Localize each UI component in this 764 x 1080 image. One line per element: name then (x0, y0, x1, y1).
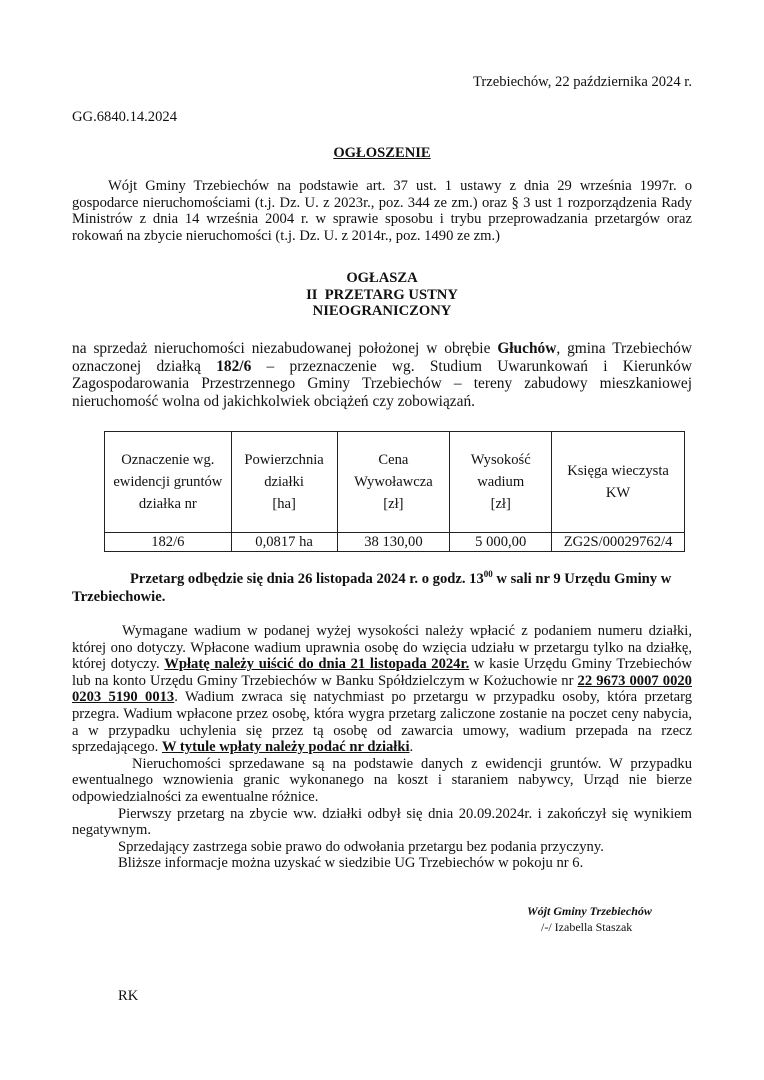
cell-plot: 182/6 (105, 533, 232, 552)
header-land-register: Księga wieczysta KW (552, 432, 685, 533)
table-row (105, 533, 685, 552)
note-more-info: Bliższe informacje można uzyskać w siedzibie UG Trzebiechów w pokoju nr 6. (118, 855, 584, 872)
announces-line-3: NIEOGRANICZONY (312, 303, 452, 320)
bank-account: 22 9673 0007 0020 0203 5190 0013 (72, 672, 692, 706)
deposit-text-2: w kasie Urzędu Gminy Trzebiechów lub na konto Urzędu Gminy Trzebiechów w Banku Spółdzielczym w Kożuchowie nr (72, 656, 692, 689)
deposit-paragraph (72, 623, 692, 756)
sale-plot: 182/6 (216, 357, 252, 375)
signature-title: Wójt Gminy Trzebiechów (527, 904, 652, 918)
intro-paragraph (72, 178, 692, 244)
announces-line-2: II PRZETARG USTNY (306, 286, 458, 303)
payment-title-note: W tytule wpłaty należy podać nr działki (161, 739, 410, 756)
auction-minutes: 00 (483, 569, 493, 580)
sale-text-2: , gmina Trzebiechów oznaczonej działką (72, 340, 692, 375)
deposit-text-4: . (409, 739, 414, 756)
cell-area: 0,0817 ha (231, 533, 337, 552)
sale-text-3: – przeznaczenie wg. Studium Uwarunkowań i Kierunków Zagospodarowania Przestrzennego Gminy Trzebiechów – tereny zabudowy mieszkaniowej nieruchomość wolna od jakichkolwiek obciążeń czy zobowiązań. (72, 357, 692, 410)
cell-land-register: ZG2S/00029762/4 (552, 533, 685, 552)
header-deposit: Wysokość wadium [zł] (450, 432, 552, 533)
property-table (104, 431, 685, 552)
cell-deposit: 5 000,00 (450, 533, 552, 552)
auction-text-2: w sali nr 9 Urzędu Gminy w Trzebiechowie. (72, 571, 672, 605)
deposit-text-1: Wymagane wadium w podanej wyżej wysokości należy wpłacić z podaniem numeru działki, której ono dotyczy. Wpłacone wadium uprawnia osobę do wzięcia udziału w przetargu tylko na działkę, której dotyczy. (72, 623, 692, 673)
table-header-row (105, 432, 685, 533)
deposit-text-3: . Wadium zwraca się natychmiast po przetargu w przypadku osoby, która przetarg przegra. Wadium wpłacone przez osobę, która wygra przetarg zaliczone zostanie na poczet ceny nabycia, a w przypadku uchylenia się przez tą osobę od zawarcia umowy, wadium przepada na rzecz sprzedającego. (72, 689, 693, 756)
sale-paragraph (72, 340, 692, 410)
note-cancellation: Sprzedający zastrzega sobie prawo do odwołania przetargu bez podania przyczyny. (118, 838, 604, 855)
deposit-deadline: Wpłatę należy uiścić do dnia 21 listopada 2024r. (164, 656, 470, 673)
intro-text: Wójt Gminy Trzebiechów na podstawie art. 37 ust. 1 ustawy z dnia 29 września 1997r. o gospodarce nieruchomościami (t.j. Dz. U. z 2023r., poz. 344 ze zm.) oraz § 3 ust 1 rozporządzenia Rady Ministrów z dnia 14 września 2004 r. w sprawie sposobu i trybu przeprowadzania przetargów oraz rokowań na zbycie nieruchomości (t.j. Dz. U. z 2014r., poz. 1490 ze zm.) (72, 178, 692, 244)
auction-date (72, 570, 692, 606)
sale-village: Głuchów (497, 340, 557, 357)
reference-number: GG.6840.14.2024 (72, 109, 177, 125)
cell-price: 38 130,00 (337, 533, 450, 552)
note-first-auction: Pierwszy przetarg na zbycie ww. działki odbył się dnia 20.09.2024r. i zakończył się wynikiem negatywnym. (72, 805, 692, 839)
note-land-records: Nieruchomości sprzedawane są na podstawie danych z ewidencji gruntów. W przypadku ewentualnego wznowienia granic wykonanego na koszt i staraniem nabywcy, Urząd nie bierze odpowiedzialności za ewentualne różnice. (72, 755, 692, 805)
document-title: OGŁOSZENIE (333, 145, 431, 161)
auction-text-1: Przetarg odbędzie się dnia 26 listopada 2024 r. o godz. 13 (130, 571, 484, 587)
header-plot-designation: Oznaczenie wg. ewidencji gruntów działka nr (105, 432, 232, 533)
announces-line-1: OGŁASZA (346, 270, 418, 286)
header-area: Powierzchnia działki [ha] (231, 432, 337, 533)
header-price: Cena Wywoławcza [zł] (337, 432, 450, 533)
announcement-heading (0, 270, 764, 320)
place-date: Trzebiechów, 22 października 2024 r. (473, 74, 692, 90)
deposit-section (72, 623, 692, 872)
signature-name: /-/ Izabella Staszak (541, 920, 633, 934)
sale-text-1: na sprzedaż nieruchomości niezabudowanej położonej w obrębie (72, 340, 498, 357)
author-initials: RK (118, 988, 139, 1004)
